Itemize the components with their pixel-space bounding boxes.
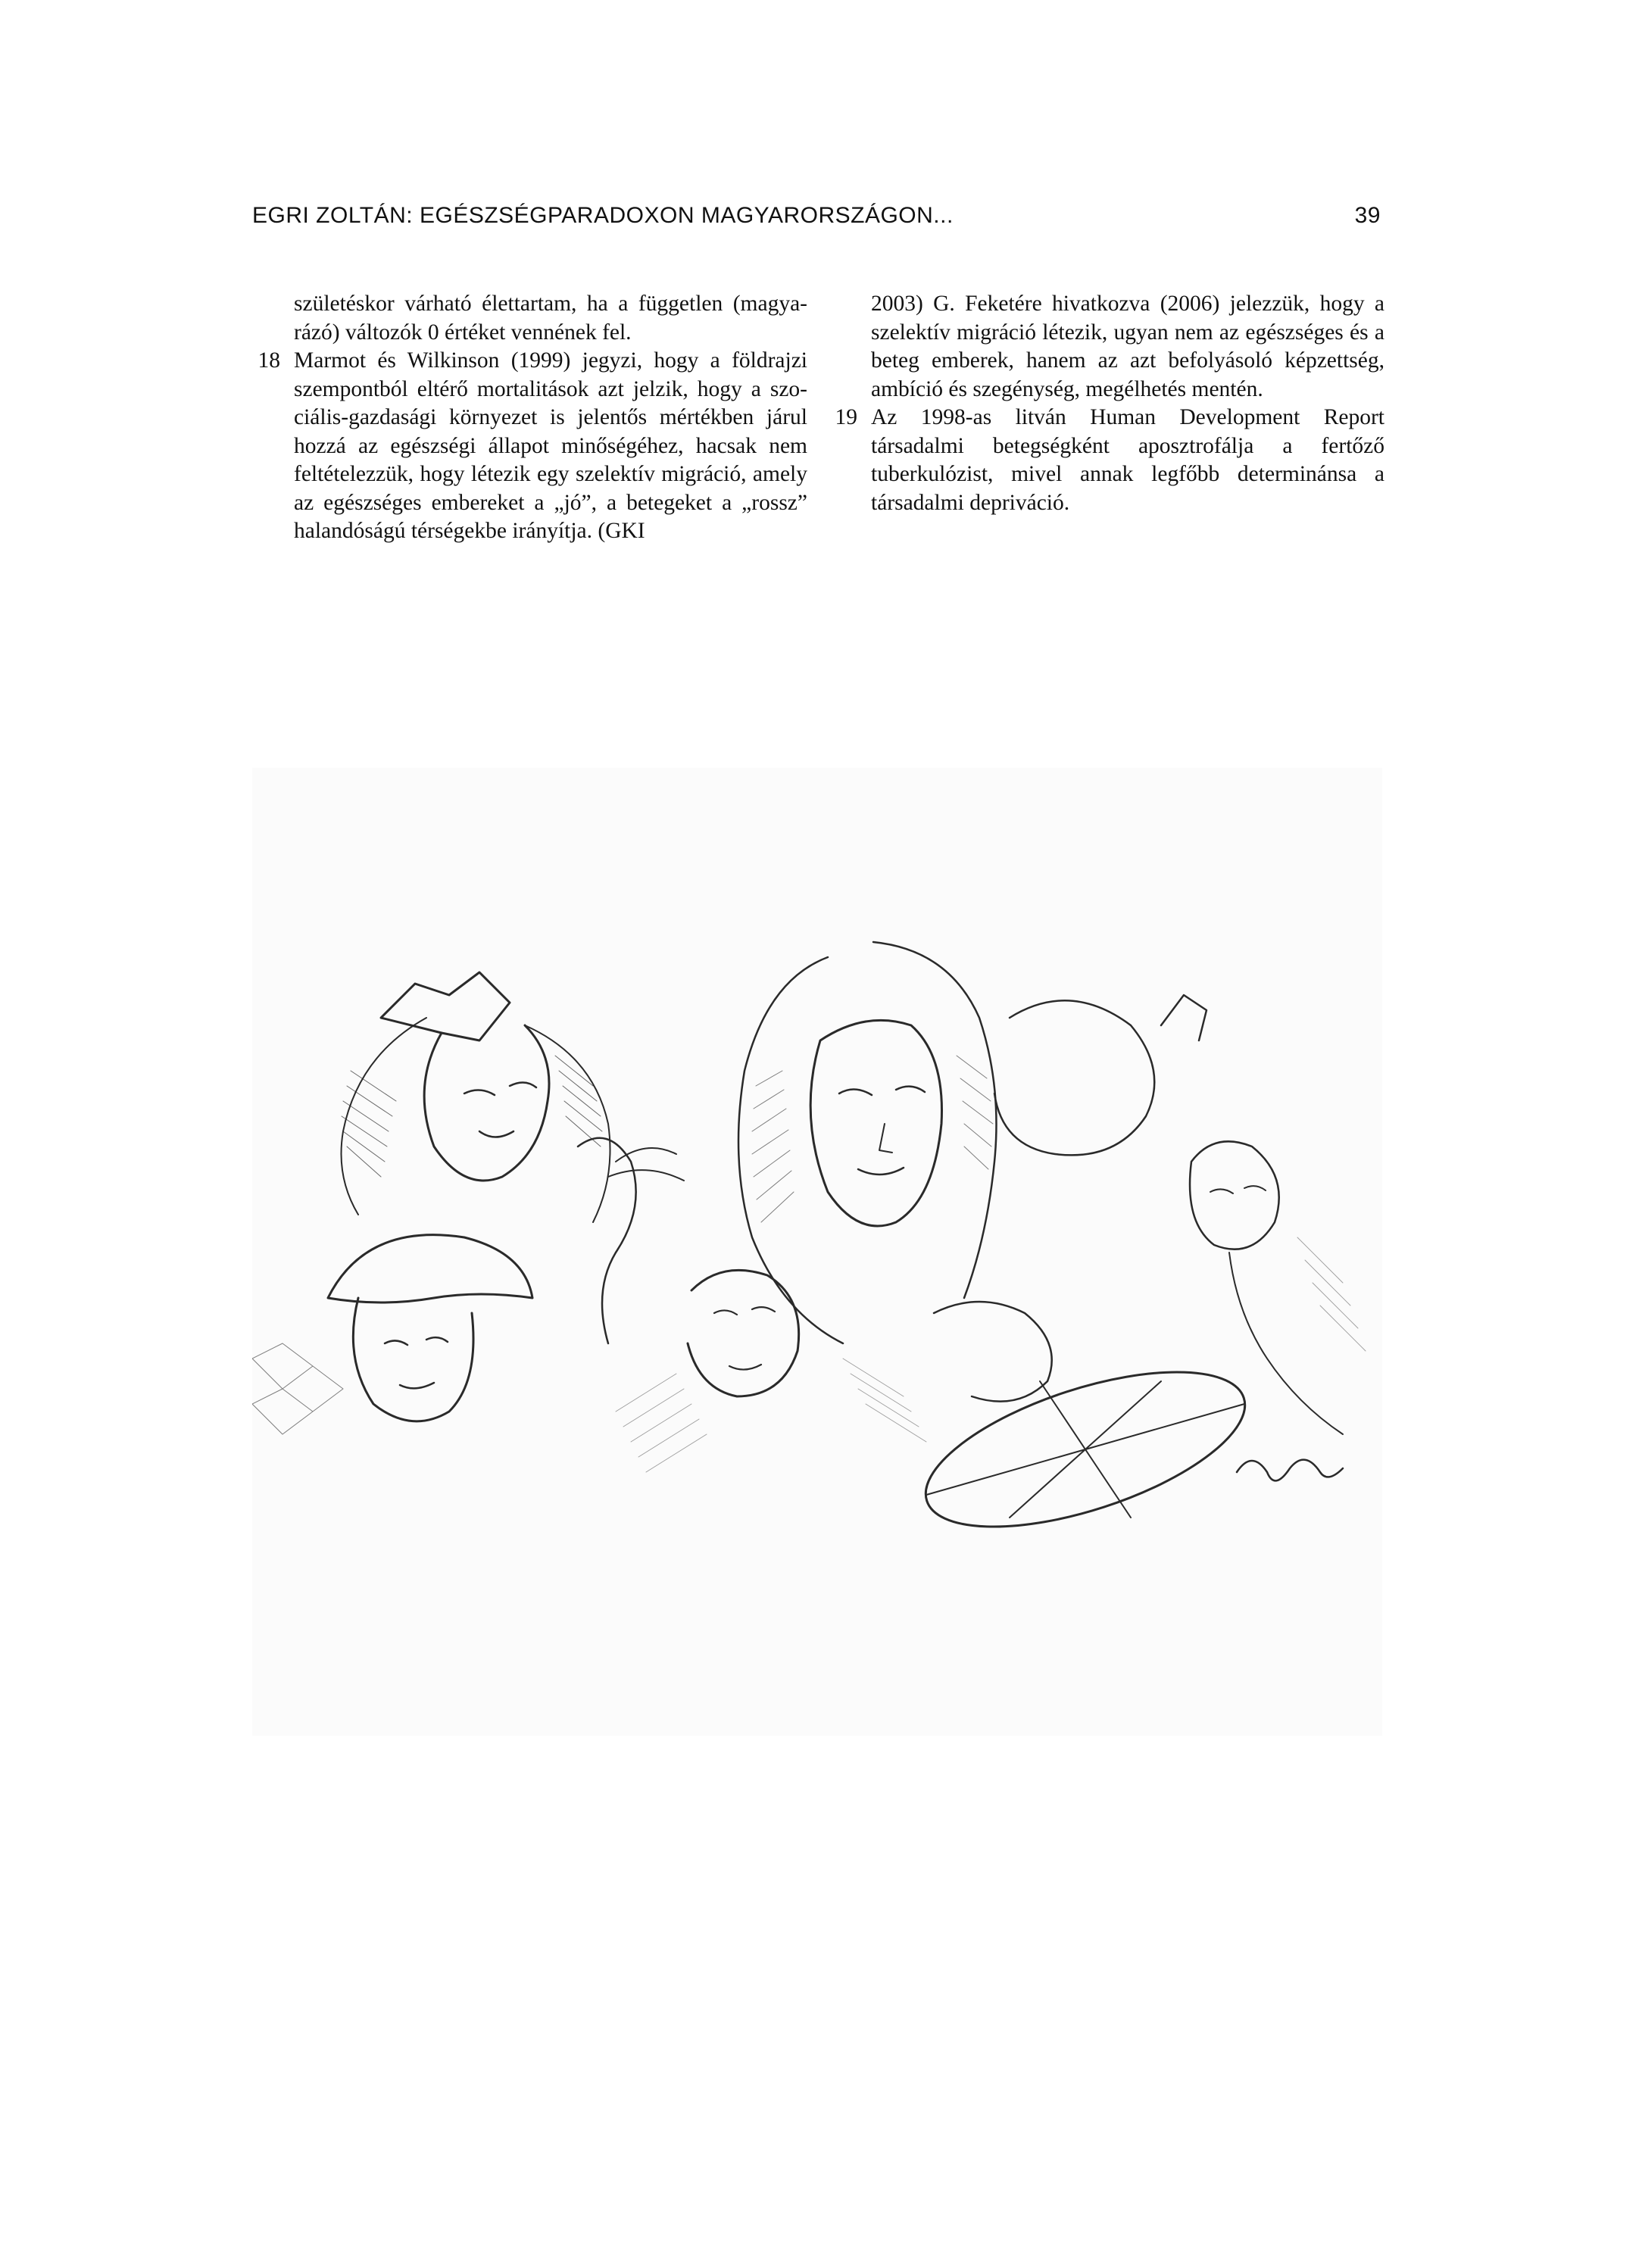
ink-drawing-svg xyxy=(252,768,1382,1736)
clasped-hands xyxy=(934,1302,1052,1402)
footnote-19-text: Az 1998-as litván Human Development Report társadalmi betegségként aposztrofálja a fertőző tuberkulózist, mivel annak legfőbb determinánsa a társadalmi depriváció. xyxy=(871,405,1384,515)
footnote-18-number: 18 xyxy=(258,348,280,373)
page-number: 39 xyxy=(1354,203,1381,228)
running-title: EGRI ZOLTÁN: EGÉSZSÉGPARADOXON MAGYARORSZÁGON... xyxy=(252,203,954,228)
footnote-18-text: Marmot és Wilkinson (1999) jegyzi, hogy a földrajzi szempontból eltérő mortalitások azt jelzik, hogy a szo-ciális-gazdasági környezet is jelentős mértékben járul hozzá az egészségi állapot minőségéhez, hacsak nem feltételezzük, hogy létezik egy szelektív migráció, amely az egészséges embereket a „jó”, a betegeket a „rossz” halandóságú térségekbe irányítja. (GKI xyxy=(294,348,807,543)
footnotes-right-column xyxy=(835,290,1384,517)
central-face xyxy=(810,1020,941,1226)
lower-central-head xyxy=(688,1270,799,1396)
running-head xyxy=(252,203,1381,233)
footnotes-left-column xyxy=(258,290,807,546)
footnote-17-continuation: születéskor várható élettartam, ha a független (magya-rázó) változók 0 értéket vennének fel. xyxy=(294,292,807,345)
lower-left-face xyxy=(353,1298,473,1421)
footnote-18 xyxy=(258,347,807,546)
left-hat xyxy=(381,972,510,1040)
artist-signature xyxy=(1237,1460,1343,1481)
reaching-hand xyxy=(578,1138,636,1343)
footnote-19 xyxy=(835,404,1384,517)
footnote-19-number: 19 xyxy=(835,405,857,429)
right-creature xyxy=(994,1000,1154,1155)
right-figure-face xyxy=(1190,1141,1279,1249)
ink-drawing-illustration xyxy=(252,768,1382,1736)
footnote-18-continuation: 2003) G. Feketére hivatkozva (2006) jelezzük, hogy a szelektív migráció létezik, ugyan nem az egészséges és a beteg emberek, hanem az azt befolyásoló képzettség, ambíció és szegénység, megélhetés mentén. xyxy=(871,292,1384,401)
left-face xyxy=(424,1025,549,1181)
round-hat xyxy=(328,1235,532,1302)
central-hair xyxy=(738,957,843,1343)
